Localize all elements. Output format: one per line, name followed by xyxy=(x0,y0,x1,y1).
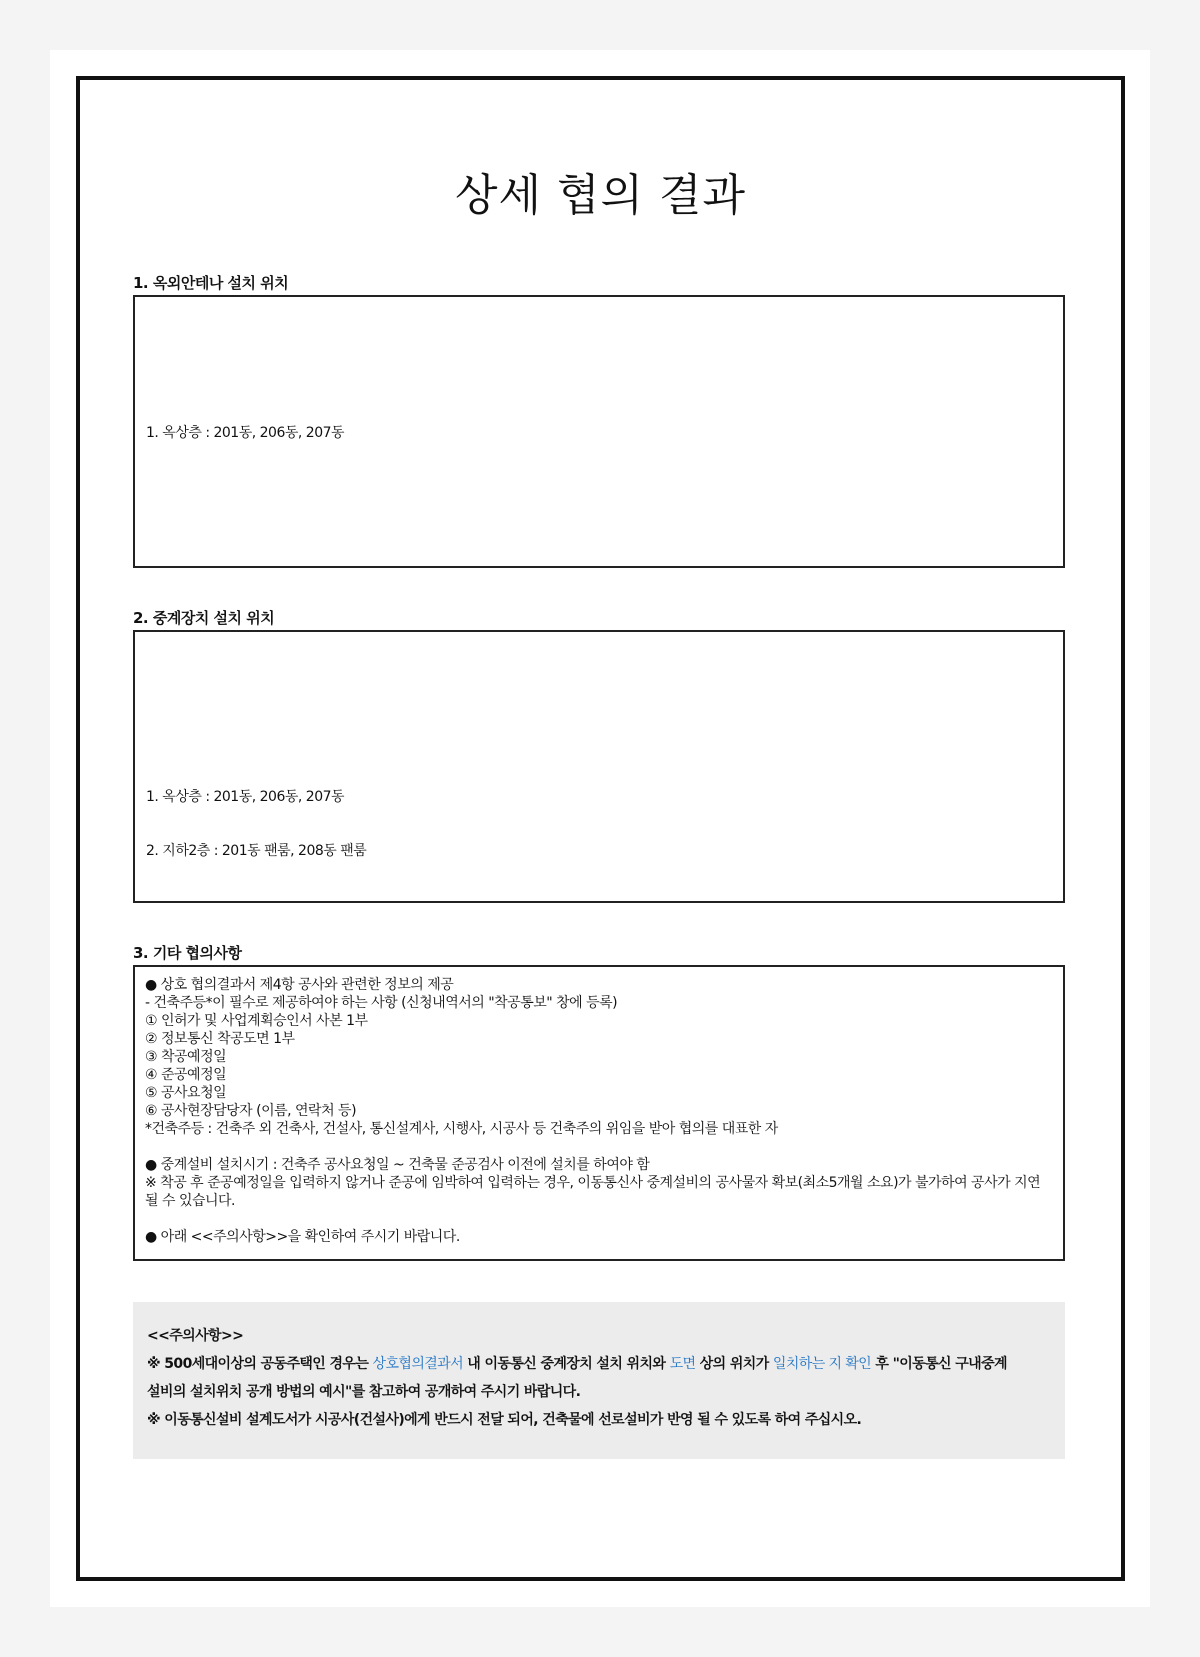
section2-box xyxy=(133,630,1065,903)
section3-line: ● 아래 <<주의사항>>을 확인하여 주시기 바랍니다. xyxy=(145,1229,460,1245)
section2-content xyxy=(146,752,366,896)
section3-spacer xyxy=(145,1138,1053,1156)
notice-text: ※ 500세대이상의 공동주택인 경우는 xyxy=(147,1356,373,1372)
notice-heading: <<주의사항>> xyxy=(147,1328,244,1344)
section3-line: ※ 착공 후 준공예정일을 입력하지 않거나 준공에 임박하여 입력하는 경우, 이동통신사 중계설비의 공사물자 확보(최소5개월 소요)가 불가하여 공사가 지연 될 수 있습니다. xyxy=(145,1175,1041,1209)
notice-highlight: 상호협의결과서 xyxy=(372,1356,464,1372)
document-sheet xyxy=(50,50,1150,1607)
notice-box xyxy=(133,1302,1065,1459)
section3-line: *건축주등 : 건축주 외 건축사, 건설사, 통신설계사, 시행사, 시공사 등 건축주의 위임을 받아 협의를 대표한 자 xyxy=(145,1121,778,1137)
document-frame xyxy=(76,76,1125,1581)
section2-label: 2. 중계장치 설치 위치 xyxy=(133,609,275,627)
section3-line: ⑤ 공사요청일 xyxy=(145,1085,227,1101)
notice-text: 상의 위치가 xyxy=(695,1356,773,1372)
document-title: 상세 협의 결과 xyxy=(455,170,746,221)
section3-line: ③ 착공예정일 xyxy=(145,1049,227,1065)
section3-line: ② 정보통신 착공도면 1부 xyxy=(145,1031,295,1047)
notice-highlight: 도면 xyxy=(669,1356,696,1372)
section3-line: - 건축주등*이 필수로 제공하여야 하는 사항 (신청내역서의 "착공통보" 창에 등록) xyxy=(145,995,618,1011)
notice-line-3: ※ 이동통신설비 설계도서가 시공사(건설사)에게 반드시 전달 되어, 건축물에 선로설비가 반영 될 수 있도록 하여 주십시오. xyxy=(147,1412,862,1428)
notice-text: 후 "이동통신 구내중계 xyxy=(871,1356,1007,1372)
section2-line: 1. 옥상층 : 201동, 206동, 207동 xyxy=(146,789,345,805)
section3-box xyxy=(133,965,1065,1261)
section2-line: 2. 지하2층 : 201동 팬룸, 208동 팬룸 xyxy=(146,843,367,859)
notice-highlight: 일치하는 지 확인 xyxy=(772,1356,872,1372)
section1-content: 1. 옥상층 : 201동, 206동, 207동 xyxy=(146,425,345,441)
section3-line: ⑥ 공사현장담당자 (이름, 연락처 등) xyxy=(145,1103,357,1119)
section3-line: ● 상호 협의결과서 제4항 공사와 관련한 정보의 제공 xyxy=(145,977,454,993)
section3-line: ① 인허가 및 사업계획승인서 사본 1부 xyxy=(145,1013,368,1029)
section1-label: 1. 옥외안테나 설치 위치 xyxy=(133,274,289,292)
section3-spacer xyxy=(145,1210,1053,1228)
notice-line-1 xyxy=(147,1350,1051,1378)
section1-box xyxy=(133,295,1065,568)
section3-line: ● 중계설비 설치시기 : 건축주 공사요청일 ~ 건축물 준공검사 이전에 설치를 하여야 함 xyxy=(145,1157,650,1173)
section3-label: 3. 기타 협의사항 xyxy=(133,944,242,962)
notice-text: 내 이동통신 중계장치 설치 위치와 xyxy=(463,1356,670,1372)
section3-line: ④ 준공예정일 xyxy=(145,1067,227,1083)
notice-line-2: 설비의 설치위치 공개 방법의 예시"를 참고하여 공개하여 주시기 바랍니다. xyxy=(147,1384,581,1400)
